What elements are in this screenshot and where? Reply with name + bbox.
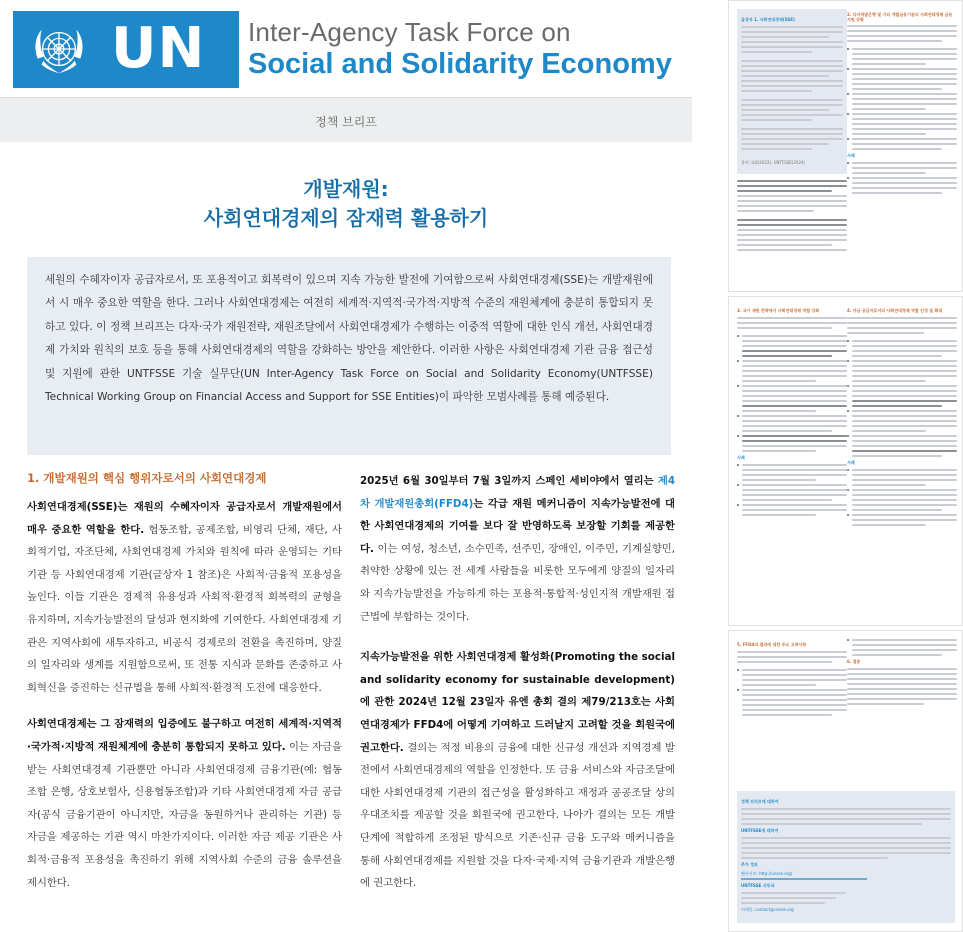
thumb-right-col (847, 305, 957, 529)
paragraph (27, 713, 342, 894)
thumb-right-col (847, 639, 957, 708)
thumb-subheading: 사례 (847, 460, 855, 465)
header-banner (0, 0, 692, 97)
thumbnail-page-2[interactable] (728, 0, 963, 292)
thumb-heading: 5. FFD4의 결과에 대한 주요 고려사항 (737, 642, 807, 647)
un-emblem-icon (30, 20, 88, 78)
brief-type-label: 정책 브리프 (315, 115, 377, 129)
thumb-heading: 6. 결론 (847, 659, 861, 664)
thumbnail-page-4[interactable] (728, 630, 963, 932)
left-column (27, 470, 342, 908)
summary-box (27, 257, 671, 455)
thumbnail-page-3[interactable] (728, 296, 963, 626)
page-title-line1: 개발재원: (303, 177, 389, 201)
thumb-left-col (737, 639, 847, 719)
thumb-box-title: 정책 브리프에 대하여 (741, 799, 779, 804)
brief-label-bar (0, 97, 692, 142)
thumb-box-subtitle: UNTFSSE 사무국 (741, 883, 775, 888)
thumb-textbox (737, 9, 847, 174)
paragraph-body: 이는 자금을 받는 사회연대경제 기관뿐만 아니라 사회연대경제 금융기관(예: 협동조합 은행, 상호보험사, 신용협동조합)과 기타 사회연대경제 자금 공급자(공식 금융기관이 아니지만, 자금을 동원하거나 관리하는 기관) 등 자금을 제공하는 기관 역시 마찬가지이다. 이러한 자금 제공 기관은 사회적·금융적 포용성을 촉진하기 위해 지역사회 수준의 금융 솔루션을 제시한다. (27, 740, 343, 889)
paragraph-lead: 지속가능발전을 위한 사회연대경제 활성화(Promoting the social and solidarity economy for sustainable development)에 관한 2024년 12월 23일자 유엔 총회 결의 제79/213호는 사회연대경제가 FFD4에 어떻게 기여하고 드러날지 고려할 것을 회원국에 권고한다. (360, 651, 675, 754)
thumb-subheading: 사례 (847, 153, 855, 158)
thumb-source-note: 출처: ILO(2022), UNTFSSE(2024) (741, 160, 806, 165)
paragraph (27, 496, 342, 699)
paragraph-lead: 사회연대경제는 그 잠재력의 입증에도 불구하고 여전히 세계적·지역적·국가적·지방적 재원체계에 충분히 통합되지 못하고 있다. (27, 718, 342, 753)
thumb-left-col (737, 9, 847, 254)
thumb-subheading: 사례 (737, 455, 745, 460)
ffd4-link[interactable]: 제4차 개발재원총회(FFD4) (360, 475, 675, 510)
thumb-box-subtitle: 추가 정보 (741, 862, 758, 867)
thumb-email-link[interactable]: 이메일: contact@unsse.org (741, 907, 794, 912)
section-heading: 1. 개발재원의 핵심 행위자로서의 사회연대경제 (27, 471, 267, 485)
un-logo-text: UN (111, 16, 206, 81)
paragraph-lead-cont: 는 각급 재원 메커니즘이 지속가능발전에 대한 사회연대경제의 기여를 보다 잘 반영하도록 보장할 기회를 제공한다. (360, 497, 675, 555)
paragraph-body: 이는 여성, 청소년, 소수민족, 선주민, 장애인, 이주민, 기계실향민, 취약한 상황에 있는 전 세계 사람들을 비롯한 모두에게 양질의 일자리와 지속가능발전을 가능하게 하는 포용적·통합적·성인지적 개발재원 접근법에 부합하는 것이다. (360, 542, 675, 623)
un-logo (13, 11, 239, 88)
paragraph (360, 646, 675, 895)
org-name-line2: Social and Solidarity Economy (248, 48, 672, 80)
paragraph-lead: 사회연대경제(SSE)는 재원의 수혜자이자 공급자로서 개발재원에서 매우 중요한 역할을 한다. (27, 501, 342, 536)
thumb-left-col (737, 305, 847, 519)
paragraph-body: 협동조합, 공제조합, 비영리 단체, 재단, 사회적기업, 자조단체, 사회연대경제 가치와 원칙에 따라 운영되는 기타 기관 등 사회연대경제 기관(글상자 1 참조)은 사회적·금융적 포용성을 높인다. 이들 기관은 경제적 유용성과 사회적·환경적 회복력의 균형을 유지하며, 지속가능발전의 달성과 현지화에 기여한다. 사회연대경제 기관은 지역사회에 새투자하고, 비공식 경제로의 전환을 촉진하며, 양질의 일자리와 생계를 지원함으로써, 또 전통 지식과 문화를 존중하고 사회혁신을 증진하는 신규법을 통해 사회적·환경적 도전에 대응한다. (27, 523, 342, 694)
paragraph-body: 결의는 적정 비용의 금융에 대한 신규성 개선과 지역경제 발전에서 사회연대경제의 역할을 인정한다. 또 금융 서비스와 자금조달에 대한 사회연대경제 기관의 접근성을 활성화하고 재정과 공공조달 상의 우대조치를 제공할 것을 회원국에 권고한다. 나아가 결의는 모든 개발 단계에 적합하게 조정된 방식으로 기존·신규 금융 도구와 메커니즘을 통해 사회연대경제를 지원할 것을 다자·국제·지역 금융기관과 개발은행에 권고한다. (360, 741, 675, 890)
summary-text: 세원의 수혜자이자 공급자로서, 또 포용적이고 회복력이 있으며 지속 가능한 발전에 기여함으로써 사회연대경제(SSE)는 개발재원에서 시 매우 중요한 역할을 한다. 그러나 사회연대경제는 여전히 세계적·지역적·국가적·지방적 수준의 재원체계에 충분히 통합되지 못하고 있다. 이 정책 브리프는 다자·국가 재원전략, 재원조달에서 사회연대경제가 수행하는 이중적 역할에 대한 인식 개선, 사회연대경제 가치와 원칙의 보호 등을 통해 사회연대경제의 역할을 강화하는 방안을 제안한다. 이러한 사항은 사회연대경제 기관 금융 접근성 및 지원에 관한 UNTFSSE 기술 실무단(UN Inter-Agency Task Force on Social and Solidarity Economy(UNTFSSE) Technical Working Group on Financial Access and Support for SSE Entities)이 파악한 모범사례를 통해 예증된다. (45, 274, 653, 404)
paragraph-lead: 2025년 6월 30일부터 7월 3일까지 스페인 세비야에서 열리는 (360, 475, 658, 487)
thumb-heading: 4. 자금 공급자로서의 사회연대경제 역할 인정 및 확대 (847, 308, 943, 313)
thumb-box-title: 글상자 1. 사회연대경제(SSE) (741, 17, 795, 22)
thumb-box-subtitle: UNTFSSE에 대하여 (741, 828, 779, 833)
org-name-line1: Inter-Agency Task Force on (248, 17, 571, 47)
thumb-website-link[interactable]: 웹사이트: http://unsse.org/ (741, 871, 793, 876)
right-column (360, 470, 675, 909)
thumb-right-col (847, 9, 957, 197)
thumb-heading: 2. 다자개발은행 및 기타 개발금융기관의 사회연대경제 금융 지원 강화 (847, 12, 953, 22)
thumb-heading: 3. 국가 재원 전략에서 사회연대경제 역할 강화 (737, 308, 820, 313)
thumb-info-box (737, 791, 955, 923)
paragraph (360, 470, 675, 628)
page-title-line2: 사회연대경제의 잠재력 활용하기 (203, 206, 489, 230)
